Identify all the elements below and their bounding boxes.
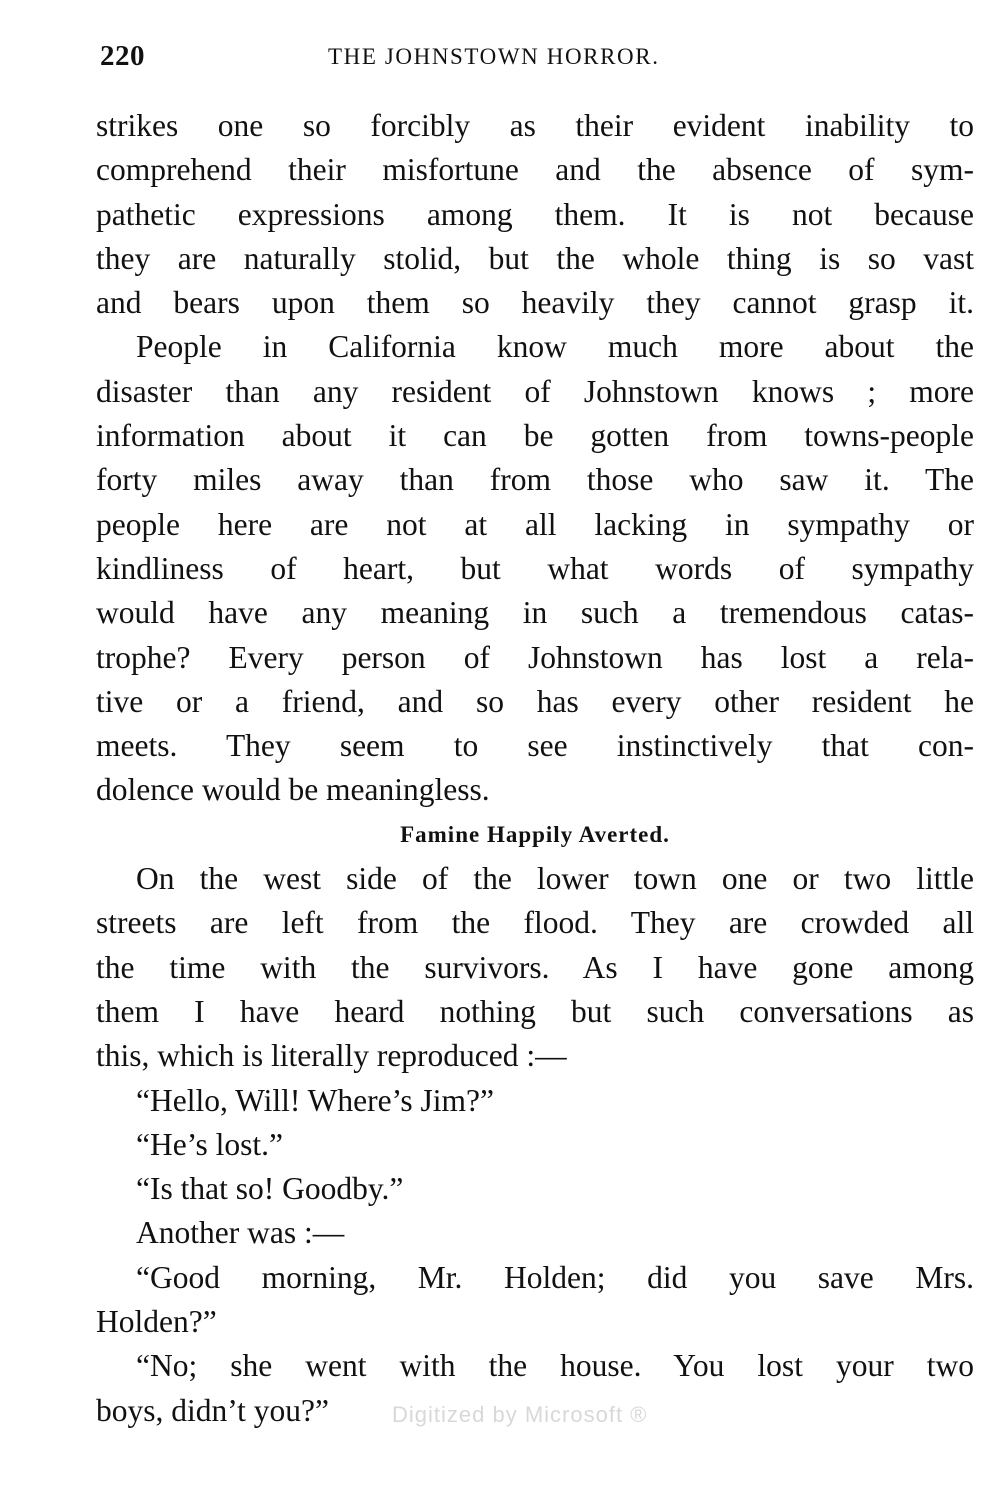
text-line: “Hello, Will! Where’s Jim?” — [136, 1082, 494, 1118]
text-line: forty miles away than from those who saw it. The — [96, 462, 974, 498]
text-line: people here are not at all lacking in sympathy or — [96, 506, 974, 542]
text-line: comprehend their misfortune and the absence of sym- — [96, 152, 974, 188]
text-line: would have any meaning in such a tremendous catas- — [96, 595, 974, 631]
digitization-watermark: Digitized by Microsoft ® — [392, 1402, 648, 1427]
text-line: meets. They seem to see instinctively that con- — [96, 728, 974, 764]
text-line: Holden?” — [96, 1304, 217, 1340]
text-line: Another was :— — [136, 1215, 345, 1251]
text-line: People in California know much more about the — [136, 329, 974, 365]
text-line: dolence would be meaningless. — [96, 772, 490, 808]
text-line: trophe? Every person of Johnstown has lost a rela- — [96, 639, 974, 675]
text-line: “Good morning, Mr. Holden; did you save Mrs. — [136, 1259, 974, 1295]
text-line: they are naturally stolid, but the whole thing is so vast — [96, 240, 974, 276]
text-line: them I have heard nothing but such conversations as — [96, 993, 974, 1029]
text-line: the time with the survivors. As I have gone among — [96, 949, 974, 985]
text-line: strikes one so forcibly as their evident inability to — [96, 108, 974, 143]
running-title: THE JOHNSTOWN HORROR. — [328, 44, 660, 69]
running-head — [96, 40, 976, 80]
text-line: “He’s lost.” — [136, 1126, 283, 1162]
text-line: “No; she went with the house. You lost your two — [136, 1348, 974, 1384]
body-text — [96, 104, 974, 1433]
text-line: “Is that so! Goodby.” — [136, 1171, 404, 1207]
text-line: disaster than any resident of Johnstown knows ; more — [96, 373, 974, 409]
text-line: pathetic expressions among them. It is not because — [96, 196, 974, 232]
page-number: 220 — [100, 40, 145, 72]
text-line: tive or a friend, and so has every other resident he — [96, 683, 974, 719]
text-line: streets are left from the flood. They are crowded all — [96, 905, 974, 941]
section-heading: Famine Happily Averted. — [400, 821, 670, 847]
text-line: kindliness of heart, but what words of sympathy — [96, 550, 974, 586]
text-line: and bears upon them so heavily they cannot grasp it. — [96, 285, 974, 321]
text-line: On the west side of the lower town one or two little — [136, 861, 974, 897]
text-line: boys, didn’t you?” — [96, 1392, 330, 1428]
text-line: this, which is literally reproduced :— — [96, 1038, 567, 1074]
text-line: information about it can be gotten from towns-people — [96, 418, 974, 454]
